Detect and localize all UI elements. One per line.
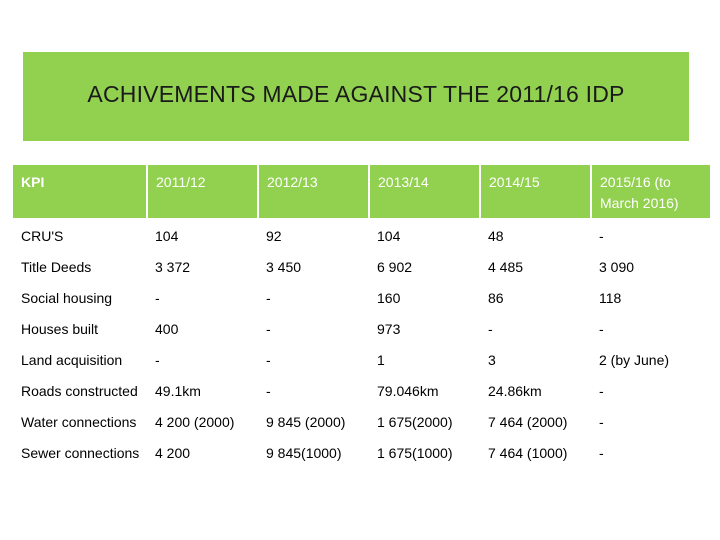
table-cell: 4 485 — [488, 259, 524, 275]
kpi-table — [13, 165, 710, 468]
table-cell: 1 675(1000) — [377, 445, 453, 461]
table-cell: 3 090 — [599, 259, 635, 275]
row-label: Sewer connections — [21, 445, 140, 461]
header-2013-14: 2013/14 — [369, 165, 480, 218]
table-row — [13, 251, 710, 282]
row-label: Title Deeds — [21, 259, 92, 275]
table-row — [13, 375, 710, 406]
table-cell: 4 200 (2000) — [155, 414, 235, 430]
table-cell: 6 902 — [377, 259, 413, 275]
table-cell: - — [266, 321, 271, 337]
table-cell: 86 — [488, 290, 504, 306]
header-kpi: KPI — [13, 165, 147, 218]
title-banner — [23, 52, 689, 141]
table-row — [13, 218, 710, 251]
table-cell: - — [599, 414, 604, 430]
page-title: ACHIVEMENTS MADE AGAINST THE 2011/16 IDP — [87, 81, 625, 107]
table-cell: 400 — [155, 321, 179, 337]
table-cell: - — [599, 228, 604, 244]
table-cell: - — [266, 290, 271, 306]
table-cell: - — [155, 352, 160, 368]
table-row — [13, 344, 710, 375]
table-cell: 9 845 (2000) — [266, 414, 346, 430]
header-2015-16: 2015/16 (to March 2016) — [591, 165, 710, 218]
table-cell: 49.1km — [155, 383, 201, 399]
table-cell: 7 464 (2000) — [488, 414, 568, 430]
table-cell: 24.86km — [488, 383, 542, 399]
header-2014-15: 2014/15 — [480, 165, 591, 218]
table-cell: 160 — [377, 290, 401, 306]
header-2012-13: 2012/13 — [258, 165, 369, 218]
row-label: Roads constructed — [21, 383, 138, 399]
table-cell: - — [488, 321, 493, 337]
table-cell: 1 675(2000) — [377, 414, 453, 430]
table-row — [13, 437, 710, 468]
table-cell: 7 464 (1000) — [488, 445, 568, 461]
table-cell: - — [155, 290, 160, 306]
table-cell: 118 — [599, 290, 622, 306]
header-2011-12: 2011/12 — [147, 165, 258, 218]
table-row — [13, 313, 710, 344]
table-cell: 92 — [266, 228, 282, 244]
table-cell: - — [266, 383, 271, 399]
table-cell: 1 — [377, 352, 385, 368]
row-label: Social housing — [21, 290, 113, 306]
table-cell: 2 (by June) — [599, 352, 670, 368]
table-cell: - — [599, 445, 604, 461]
table-cell: 3 450 — [266, 259, 302, 275]
table-cell: - — [266, 352, 271, 368]
table-cell: - — [599, 321, 604, 337]
row-label: CRU'S — [21, 228, 64, 244]
row-label: Houses built — [21, 321, 99, 337]
table-header-row — [13, 165, 710, 218]
table-cell: 48 — [488, 228, 504, 244]
row-label: Land acquisition — [21, 352, 123, 368]
table-cell: 4 200 — [155, 445, 191, 461]
table-cell: 3 372 — [155, 259, 191, 275]
table-cell: 79.046km — [377, 383, 439, 399]
table-cell: 9 845(1000) — [266, 445, 342, 461]
table-cell: - — [599, 383, 604, 399]
table-row — [13, 406, 710, 437]
table-cell: 104 — [377, 228, 401, 244]
table-cell: 3 — [488, 352, 496, 368]
table-row — [13, 282, 710, 313]
table-cell: 973 — [377, 321, 401, 337]
table-cell: 104 — [155, 228, 179, 244]
row-label: Water connections — [21, 414, 137, 430]
